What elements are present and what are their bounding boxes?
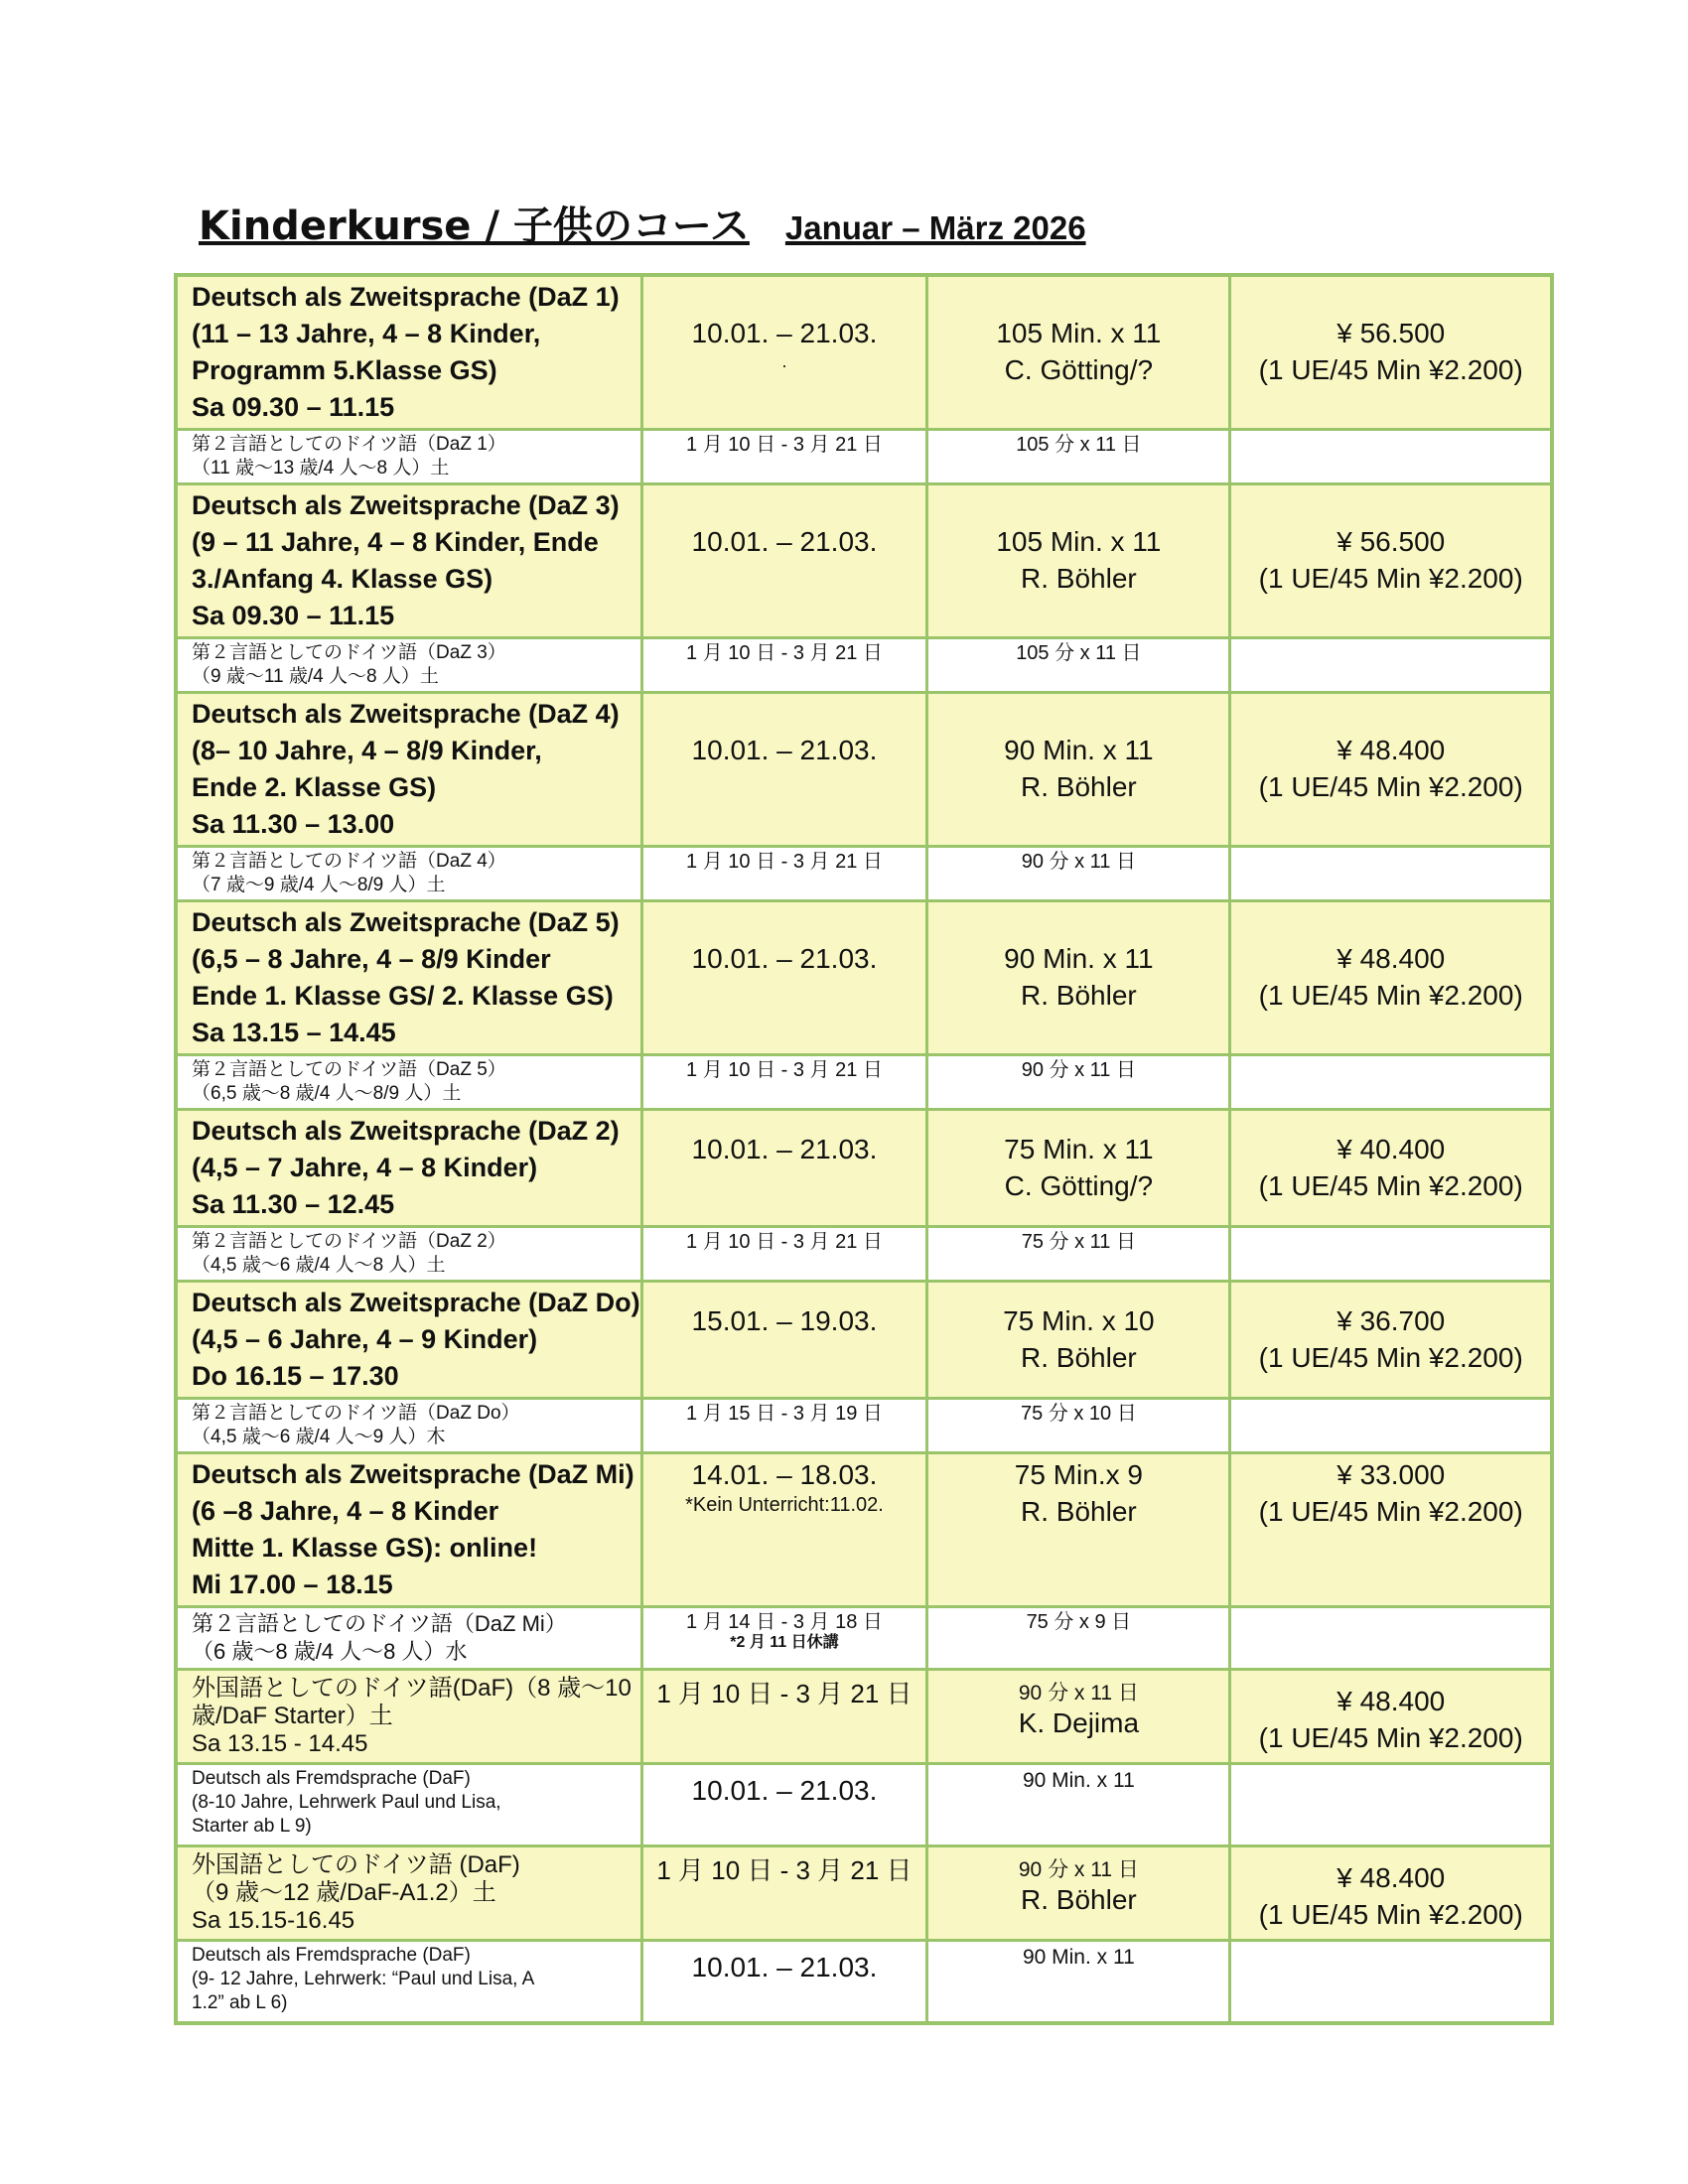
course-name: Deutsch als Zweitsprache (DaZ 2) [192,1116,620,1146]
empty-cell [1230,1607,1552,1670]
course-detail: (4,5 – 7 Jahre, 4 – 8 Kinder) [192,1153,538,1182]
daf-description-de [176,1941,641,2024]
jp-line: 第２言語としてのドイツ語（DaZ Do） [192,1403,520,1424]
date-note: *Kein Unterricht:11.02. [685,1494,884,1516]
daf-duration [927,1846,1230,1941]
fee: ¥ 56.500 [1336,318,1446,348]
course-detail: (6,5 – 8 Jahre, 4 – 8/9 Kinder [192,944,551,974]
course-duration [927,693,1230,847]
date-range: 10.01. – 21.03. [691,526,878,557]
daf-row [176,1670,1552,1764]
jp-line: 外国語としてのドイツ語 (DaF) [192,1851,520,1878]
jp-date-cell [641,1607,927,1670]
jp-line: 第２言語としてのドイツ語（DaZ 1） [192,434,506,455]
course-fee [1230,1110,1552,1227]
course-row-japanese [176,1055,1552,1110]
jp-line: 第２言語としてのドイツ語（DaZ Mi） [192,1611,567,1636]
daf-row-german [176,1764,1552,1846]
jp-line: 外国語としてのドイツ語(DaF)（8 歳～10 [192,1675,632,1702]
teacher: K. Dejima [1018,1707,1140,1738]
fee: ¥ 40.400 [1336,1134,1446,1164]
fee-note: (1 UE/45 Min ¥2.200) [1258,771,1523,802]
course-duration [927,1110,1230,1227]
jp-date-note: *2 月 11 日休講 [730,1634,839,1651]
jp-line: （4,5 歳～6 歳/4 人～8 人）土 [192,1255,446,1276]
teacher: R. Böhler [1021,771,1137,802]
date-range: 10.01. – 21.03. [691,735,878,765]
empty-cell [1230,1764,1552,1846]
date-range: 14.01. – 18.03. [691,1459,878,1490]
course-dates [641,1453,927,1607]
course-detail: Ende 2. Klasse GS) [192,772,437,802]
course-description-jp [176,430,641,484]
course-description-jp [176,1607,641,1670]
teacher: R. Böhler [1021,563,1137,594]
course-description [176,275,641,430]
jp-line: 歳/DaF Starter）土 [192,1703,393,1729]
teacher: R. Böhler [1021,1496,1137,1527]
course-row [176,1110,1552,1227]
course-row-japanese [176,1227,1552,1282]
course-duration [927,484,1230,638]
course-dates [641,901,927,1055]
jp-line: 第２言語としてのドイツ語（DaZ 4） [192,851,506,872]
course-row [176,275,1552,430]
teacher: R. Böhler [1021,1884,1137,1915]
fee-note: (1 UE/45 Min ¥2.200) [1258,980,1523,1011]
fee-note: (1 UE/45 Min ¥2.200) [1258,1496,1523,1527]
empty-cell [1230,1941,1552,2024]
date-range: 15.01. – 19.03. [691,1305,878,1336]
fee: ¥ 36.700 [1336,1305,1446,1336]
course-fee [1230,1846,1552,1941]
fee-note: (1 UE/45 Min ¥2.200) [1258,354,1523,385]
jp-line: 第２言語としてのドイツ語（DaZ 3） [192,642,506,663]
course-time: Sa 13.15 - 14.45 [192,1730,368,1757]
jp-duration: 105 分 x 11 日 [927,638,1230,693]
course-detail: (11 – 13 Jahre, 4 – 8 Kinder, [192,319,541,348]
duration: 105 Min. x 11 [996,526,1162,557]
course-duration [927,275,1230,430]
course-description [176,1282,641,1399]
fee: ¥ 33.000 [1336,1459,1446,1490]
fee-note: (1 UE/45 Min ¥2.200) [1258,1170,1523,1201]
jp-duration: 90 分 x 11 日 [1018,1858,1139,1881]
jp-line: （7 歳～9 歳/4 人～8/9 人）土 [192,875,446,895]
empty-cell [1230,430,1552,484]
course-fee [1230,1282,1552,1399]
empty-cell [1230,638,1552,693]
course-detail: Mitte 1. Klasse GS): online! [192,1533,538,1563]
course-row-japanese [176,638,1552,693]
empty-cell [1230,847,1552,901]
course-fee [1230,484,1552,638]
daf-row [176,1846,1552,1941]
fee: ¥ 48.400 [1336,735,1446,765]
de-line: Deutsch als Fremdsprache (DaF) [192,1945,471,1966]
daf-description-jp [176,1846,641,1941]
course-schedule-table [174,273,1554,2025]
de-line: Deutsch als Fremdsprache (DaF) [192,1768,471,1789]
title-period: Januar – März 2026 [784,209,1086,246]
course-description [176,484,641,638]
jp-line: 第２言語としてのドイツ語（DaZ 5） [192,1059,506,1080]
course-time: Sa 09.30 – 11.15 [192,392,395,422]
course-time: Sa 09.30 – 11.15 [192,601,395,630]
course-fee [1230,901,1552,1055]
jp-date: 1 月 10 日 - 3 月 21 日 [641,1846,927,1941]
fee: ¥ 48.400 [1336,1686,1446,1716]
course-time: Sa 15.15-16.45 [192,1907,355,1934]
date-mark: . [781,351,787,371]
course-row-japanese [176,847,1552,901]
jp-line: （11 歳～13 歳/4 人～8 人）土 [192,458,450,478]
jp-date: 1 月 10 日 - 3 月 21 日 [641,1670,927,1764]
fee: ¥ 56.500 [1336,526,1446,557]
fee: ¥ 48.400 [1336,1862,1446,1893]
date-range: 10.01. – 21.03. [691,1134,878,1164]
jp-duration: 90 分 x 11 日 [927,847,1230,901]
course-dates [641,275,927,430]
duration: 105 Min. x 11 [996,318,1162,348]
jp-line: 第２言語としてのドイツ語（DaZ 2） [192,1231,506,1252]
course-time: Sa 13.15 – 14.45 [192,1018,396,1047]
jp-duration: 75 分 x 10 日 [927,1399,1230,1453]
jp-duration: 90 分 x 11 日 [927,1055,1230,1110]
de-line: (9- 12 Jahre, Lehrwerk: “Paul und Lisa, A [192,1969,535,1989]
fee-note: (1 UE/45 Min ¥2.200) [1258,1342,1523,1373]
jp-duration: 105 分 x 11 日 [927,430,1230,484]
course-row-japanese [176,430,1552,484]
duration: 75 Min.x 9 [1014,1459,1143,1490]
course-detail: Ende 1. Klasse GS/ 2. Klasse GS) [192,981,614,1011]
fee-note: (1 UE/45 Min ¥2.200) [1258,1899,1523,1930]
course-dates [641,1282,927,1399]
jp-line: （4,5 歳～6 歳/4 人～9 人）木 [192,1427,446,1447]
jp-date: 1 月 14 日 - 3 月 18 日 [686,1611,883,1633]
course-detail: Programm 5.Klasse GS) [192,355,497,385]
course-description [176,1453,641,1607]
course-row [176,484,1552,638]
course-duration [927,901,1230,1055]
course-description-jp [176,638,641,693]
teacher: R. Böhler [1021,1342,1137,1373]
course-description-jp [176,1399,641,1453]
daf-duration [927,1670,1230,1764]
teacher: R. Böhler [1021,980,1137,1011]
de-line: Starter ab L 9) [192,1816,312,1837]
empty-cell [1230,1227,1552,1282]
course-duration [927,1282,1230,1399]
course-description [176,693,641,847]
jp-date: 1 月 15 日 - 3 月 19 日 [641,1399,927,1453]
course-duration [927,1453,1230,1607]
jp-line: （6 歳～8 歳/4 人～8 人）水 [192,1639,468,1664]
jp-line: （9 歳～12 歳/DaF-A1.2）土 [192,1879,496,1906]
course-name: Deutsch als Zweitsprache (DaZ 5) [192,907,620,937]
jp-duration: 90 分 x 11 日 [1018,1682,1139,1705]
jp-duration: 75 分 x 11 日 [927,1227,1230,1282]
de-line: 1.2” ab L 6) [192,1992,288,2013]
course-time: Mi 17.00 – 18.15 [192,1570,393,1599]
jp-duration: 75 分 x 9 日 [927,1607,1230,1670]
jp-date: 1 月 10 日 - 3 月 21 日 [641,430,927,484]
course-time: Sa 11.30 – 13.00 [192,809,395,839]
course-time: Do 16.15 – 17.30 [192,1361,399,1391]
course-row [176,693,1552,847]
course-row [176,1453,1552,1607]
date-range: 10.01. – 21.03. [691,943,878,974]
duration: 90 Min. x 11 [927,1764,1230,1846]
course-time: Sa 11.30 – 12.45 [192,1189,395,1219]
course-description [176,901,641,1055]
jp-line: （9 歳～11 歳/4 人～8 人）土 [192,666,439,687]
page-title [199,195,1086,251]
duration: 75 Min. x 11 [1004,1134,1154,1164]
date-range: 10.01. – 21.03. [641,1941,927,2024]
course-dates [641,1110,927,1227]
course-detail: 3./Anfang 4. Klasse GS) [192,564,493,594]
course-detail: (9 – 11 Jahre, 4 – 8 Kinder, Ende [192,527,599,557]
course-description-jp [176,1055,641,1110]
course-fee [1230,275,1552,430]
fee-note: (1 UE/45 Min ¥2.200) [1258,563,1523,594]
course-name: Deutsch als Zweitsprache (DaZ Mi) [192,1459,634,1489]
course-row-japanese [176,1607,1552,1670]
date-range: 10.01. – 21.03. [641,1764,927,1846]
course-row [176,1282,1552,1399]
teacher: C. Götting/? [1004,354,1154,385]
jp-date: 1 月 10 日 - 3 月 21 日 [641,847,927,901]
course-description-jp [176,1227,641,1282]
duration: 90 Min. x 11 [1004,943,1154,974]
course-name: Deutsch als Zweitsprache (DaZ Do) [192,1288,640,1317]
daf-row-german [176,1941,1552,2024]
empty-cell [1230,1399,1552,1453]
duration: 75 Min. x 10 [1003,1305,1155,1336]
jp-date: 1 月 10 日 - 3 月 21 日 [641,1055,927,1110]
course-detail: (4,5 – 6 Jahre, 4 – 9 Kinder) [192,1324,538,1354]
course-name: Deutsch als Zweitsprache (DaZ 4) [192,699,620,729]
empty-cell [1230,1055,1552,1110]
course-fee [1230,1670,1552,1764]
jp-line: （6,5 歳～8 歳/4 人～8/9 人）土 [192,1083,462,1104]
teacher: C. Götting/? [1004,1170,1154,1201]
fee: ¥ 48.400 [1336,943,1446,974]
course-detail: (6 –8 Jahre, 4 – 8 Kinder [192,1496,499,1526]
course-detail: (8– 10 Jahre, 4 – 8/9 Kinder, [192,736,542,765]
jp-date: 1 月 10 日 - 3 月 21 日 [641,638,927,693]
fee-note: (1 UE/45 Min ¥2.200) [1258,1722,1523,1753]
date-range: 10.01. – 21.03. [691,318,878,348]
duration: 90 Min. x 11 [1004,735,1154,765]
duration: 90 Min. x 11 [927,1941,1230,2024]
course-name: Deutsch als Zweitsprache (DaZ 1) [192,282,620,312]
course-row-japanese [176,1399,1552,1453]
daf-description-jp [176,1670,641,1764]
course-row [176,901,1552,1055]
de-line: (8-10 Jahre, Lehrwerk Paul und Lisa, [192,1792,501,1813]
course-name: Deutsch als Zweitsprache (DaZ 3) [192,490,620,520]
course-fee [1230,1453,1552,1607]
course-dates [641,693,927,847]
daf-description-de [176,1764,641,1846]
title-main: Kinderkurse / 子供のコース [199,204,750,249]
course-description-jp [176,847,641,901]
course-fee [1230,693,1552,847]
course-dates [641,484,927,638]
jp-date: 1 月 10 日 - 3 月 21 日 [641,1227,927,1282]
course-description [176,1110,641,1227]
